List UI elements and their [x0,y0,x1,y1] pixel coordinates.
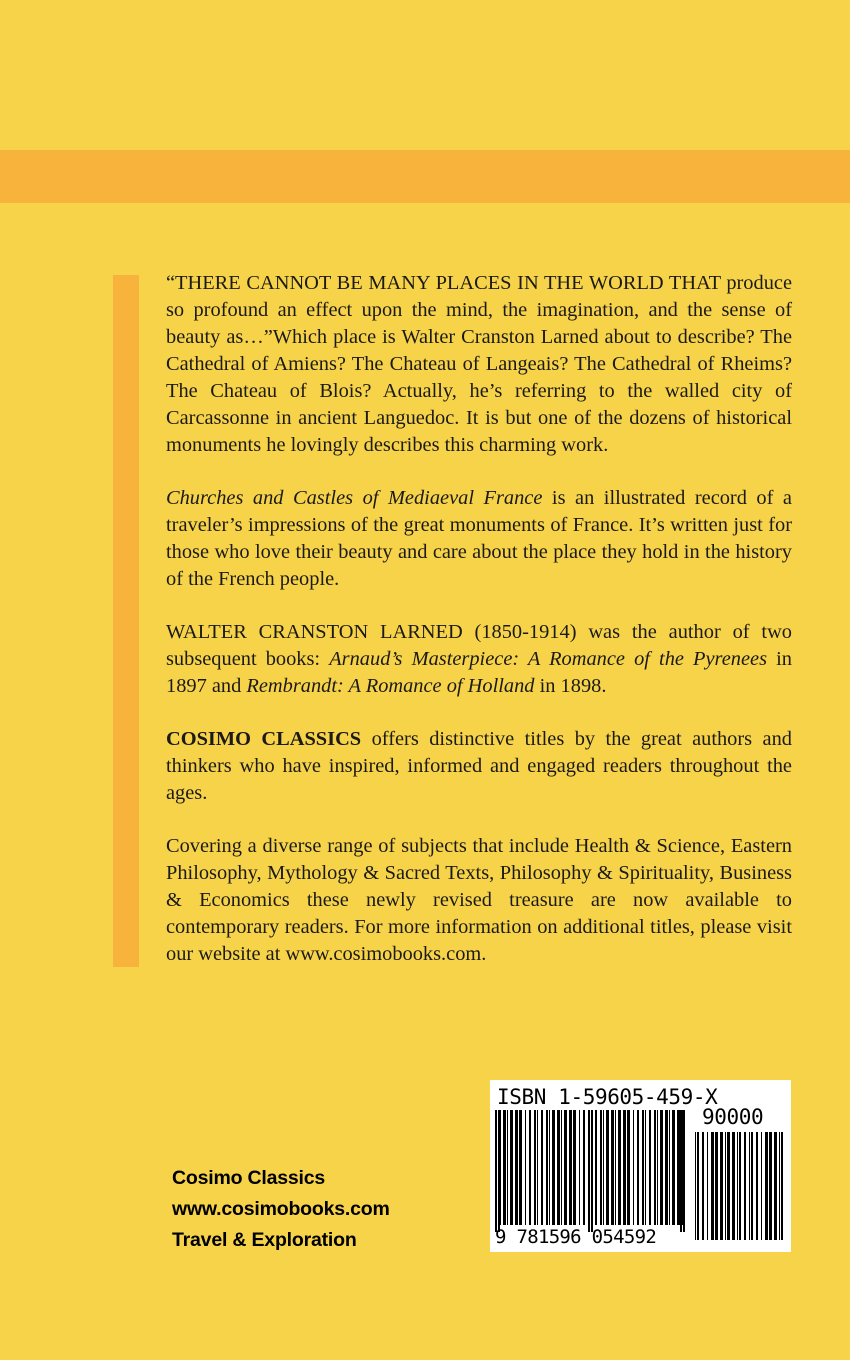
barcode-bar [672,1110,675,1225]
barcode-bar [606,1110,609,1225]
barcode-bar [774,1132,777,1240]
barcode-bar [569,1110,572,1225]
barcode-bar [715,1132,718,1240]
barcode-guard-bar [591,1110,593,1232]
barcode-bar [642,1110,644,1225]
barcode-bar [645,1110,646,1225]
barcode-bar [751,1132,753,1240]
barcode-bar [697,1132,699,1240]
barcode-bar [549,1110,550,1225]
barcode-bar [618,1110,621,1225]
barcode-bar [507,1110,508,1225]
barcode-bar [711,1132,714,1240]
book-summary-text: is an illustrated record of a traveler’s impressions of the great monuments of France. It’s written just for those who love their beauty and care about the place they hold in the history of the French people. [166,487,792,590]
barcode-bar [595,1110,597,1225]
barcode-bar [725,1132,726,1240]
publisher-website: www.cosimobooks.com [172,1198,390,1220]
barcode-guard-bar [495,1110,497,1232]
barcode-guard-bar [588,1110,590,1232]
price-code: 90000 [702,1105,764,1129]
subjects-paragraph: Covering a diverse range of subjects that include Health & Science, Eastern Philosophy, Mythology & Sacred Texts, Philosophy & Spirituality, Business & Economics these newly revised treasure are now available to contemporary readers. For more information on additional titles, please visit our website at www.cosimobooks.com. [166,835,792,965]
barcode-bar [525,1110,526,1225]
barcode-bar [515,1110,518,1225]
publisher-name: Cosimo Classics [172,1167,326,1189]
barcode-bar [779,1132,780,1240]
barcode-bar [510,1110,513,1225]
barcode-bar [739,1132,741,1240]
barcode-bar [649,1110,651,1225]
barcode-bar [765,1132,768,1240]
author-book-1: Arnaud’s Masterpiece: A Romance of the Pyrenees [329,648,768,670]
barcode-guard-bar [680,1110,682,1232]
barcode-bar [657,1110,658,1225]
barcode-bar [603,1110,604,1225]
ean-number: 9 781596 054592 [495,1226,657,1248]
barcode-bar [611,1110,614,1225]
barcode-bar [503,1110,506,1225]
book-summary-paragraph [166,485,792,593]
publisher-text: offers distinctive titles by the great authors and thinkers who have inspired, informed and engaged readers throughout the ages. [166,728,792,804]
author-book-2: Rembrandt: A Romance of Holland [246,675,535,697]
barcode-bar [695,1132,696,1240]
barcode-bar [519,1110,522,1225]
barcode-bar [756,1132,758,1240]
barcode-bar [546,1110,548,1225]
book-category: Travel & Exploration [172,1229,357,1251]
barcode-guard-bar [683,1110,685,1232]
barcode-bar [623,1110,626,1225]
barcode-bar [637,1110,639,1225]
barcode-bar [732,1132,735,1240]
barcode-bar [561,1110,562,1225]
barcode-bar [627,1110,630,1225]
barcode-bar [769,1132,772,1240]
isbn-label: ISBN 1-59605-459-X [497,1085,718,1109]
barcode-bar [720,1132,723,1240]
barcode-bar [557,1110,560,1225]
back-cover-description [166,270,792,968]
author-bio-intro: WALTER CRANSTON LARNED (1850-1914) was the author of two subsequent books: [166,621,792,670]
barcode-bar [669,1110,670,1225]
intro-paragraph: “THERE CANNOT BE MANY PLACES IN THE WORLD THAT produce so profound an effect upon the mind, the imagination, and the sense of beauty as…”Which place is Walter Cranston Larned about to describe? The Cathedral of Amiens? The Chateau of Langeais? The Cathedral of Rheims? The Chateau of Blois? Actually, he’s referring to the walled city of Carcassonne in ancient Languedoc. It is but one of the dozens of historical monuments he lovingly describes this charming work. [166,272,792,456]
barcode-bar [749,1132,750,1240]
barcode-bar [600,1110,602,1225]
author-bio-mid: in 1897 and [166,648,792,697]
barcode-panel [490,1080,791,1252]
barcode-bar [727,1132,730,1240]
barcode-bar [677,1110,680,1225]
imprint-block [172,1163,390,1256]
barcode-bar [573,1110,576,1225]
barcode-guard-bar [498,1110,500,1232]
barcode-bar [633,1110,634,1225]
barcode-bar [660,1110,663,1225]
barcode-bar [707,1132,708,1240]
barcode-bar [541,1110,543,1225]
author-bio-paragraph [166,619,792,700]
book-title: Churches and Castles of Mediaeval France [166,487,543,509]
author-bio-end: in 1898. [534,675,607,697]
top-accent-stripe [0,150,850,203]
barcode-bar [781,1132,783,1240]
barcode-bar [529,1110,531,1225]
barcode-bar [579,1110,580,1225]
barcode-bar [615,1110,616,1225]
publisher-paragraph [166,726,792,807]
barcode-bar [702,1132,704,1240]
side-accent-bar [113,275,139,967]
barcode-bar [654,1110,656,1225]
publisher-brand: COSIMO CLASSICS [166,728,362,750]
barcode-bar [537,1110,538,1225]
barcode-bar [744,1132,746,1240]
barcode-bar [552,1110,555,1225]
barcode-bar [737,1132,738,1240]
barcode-bar [564,1110,567,1225]
barcode-bar [534,1110,536,1225]
barcode-bar [761,1132,762,1240]
barcode-bar [583,1110,585,1225]
barcode-bar [665,1110,668,1225]
